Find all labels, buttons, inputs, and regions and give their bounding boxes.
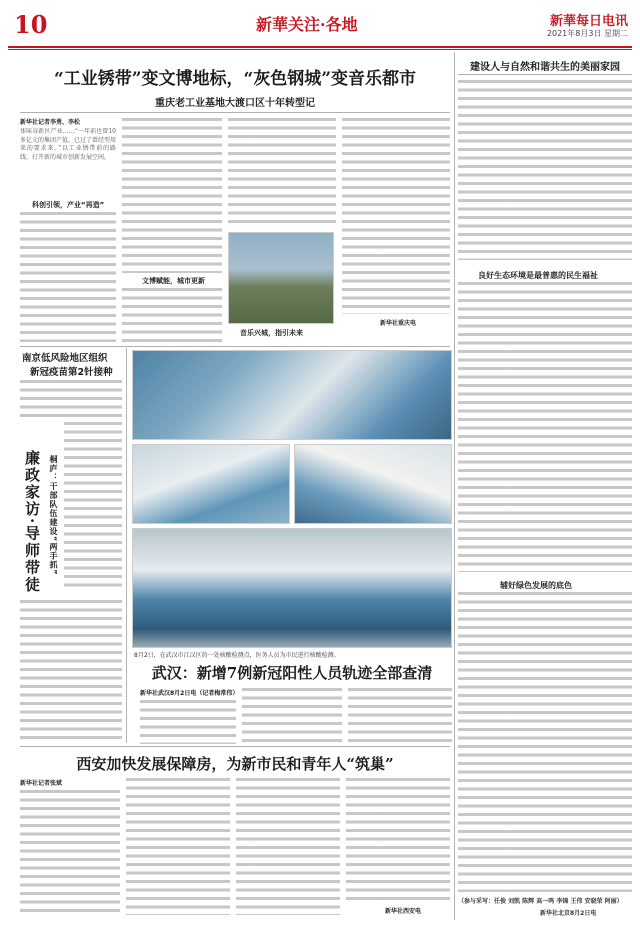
lead-text-col1 xyxy=(20,212,116,342)
lead-headline: “工业锈带”变文博地标，“灰色钢城”变音乐都市 xyxy=(53,69,417,89)
section-title: 新華关注·各地 xyxy=(256,15,358,34)
vertical-tagline: 桐庐：干部队伍建设“两手抓” xyxy=(49,455,58,576)
masthead-rule xyxy=(8,46,632,48)
mid-text-col2 xyxy=(242,688,342,744)
side-story-title: 南京低风险地区组织 xyxy=(22,353,108,364)
column-rule xyxy=(126,348,127,743)
lead-source-tag: 新华社重庆电 xyxy=(380,320,417,327)
mid-photo-caption: 8月2日，在武汉市江汉区的一处核酸检测点，医务人员为市民进行核酸检测。 xyxy=(134,652,340,659)
mid-byline: 新华社武汉8月2日电（记者梅常伟） xyxy=(140,690,239,697)
vertical-headline: 廉政家访·导师带徒 xyxy=(23,450,41,594)
lead-subhead-2: 文博赋能，城市更新 xyxy=(142,277,205,285)
mid-headline: 武汉：新增7例新冠阳性人员轨迹全部查清 xyxy=(151,664,433,682)
divider xyxy=(20,112,450,113)
bottom-text-col4 xyxy=(346,778,450,903)
mid-photo-1 xyxy=(132,350,452,440)
masthead-rule-thin xyxy=(8,49,632,50)
bottom-text-col2 xyxy=(126,778,230,915)
right-subhead-1: 良好生态环境是最普惠的民生福祉 xyxy=(478,271,598,280)
divider xyxy=(458,74,632,75)
lead-text-col4 xyxy=(342,118,450,314)
masthead xyxy=(8,8,632,42)
mid-photo-4 xyxy=(132,528,452,648)
divider xyxy=(20,746,450,747)
lead-intro: 体味谷新区产业……“一年前也曾10多亿元的集团产值，已过了曾经型用来的要求来。”以工业锈带前的路线，打开新的城市创新发展空间。 xyxy=(20,128,116,161)
page-number: 10 xyxy=(14,10,48,39)
side-story-text xyxy=(20,380,122,420)
bottom-byline: 新华社记者张斌 xyxy=(20,780,63,787)
right-footer: （参与采写：任俊 刘凯 陈辉 高一鸣 李锦 王伟 安晓荣 阿丽） xyxy=(458,898,623,905)
lead-subheadline: 重庆老工业基地大渡口区十年转型记 xyxy=(155,98,315,109)
side-story-text-3 xyxy=(20,600,122,740)
bottom-headline: 西安加快发展保障房，为新市民和青年人“筑巢” xyxy=(76,755,394,773)
bottom-text-col3 xyxy=(236,778,340,915)
column-rule xyxy=(454,52,455,920)
lead-subhead-3: 音乐兴城，指引未来 xyxy=(240,329,303,337)
lead-text-col3 xyxy=(228,118,336,228)
right-subhead-2: 辅好绿色发展的底色 xyxy=(500,581,572,590)
side-story-text-2 xyxy=(64,422,122,592)
issue-date: 2021年8月3日 星期二 xyxy=(546,29,628,38)
lead-text-col2 xyxy=(122,118,222,273)
right-source-tag: 新华社北京8月2日电 xyxy=(540,910,597,917)
mid-text-col1 xyxy=(140,700,236,744)
right-text-3 xyxy=(458,592,632,892)
mid-photo-3 xyxy=(294,444,452,524)
right-text-2 xyxy=(458,282,632,572)
lead-subhead-1: 科创引领，产业“再造” xyxy=(32,201,105,209)
bottom-source-tag: 新华社西安电 xyxy=(385,908,422,915)
newspaper-brand: 新華每日电讯 xyxy=(549,14,628,29)
lead-byline: 新华社记者李勇、李松 xyxy=(20,119,81,126)
mid-text-col3 xyxy=(348,688,452,744)
lead-text-col2b xyxy=(122,288,222,342)
bottom-text-col1 xyxy=(20,790,120,915)
lead-photo-1 xyxy=(228,232,334,324)
mid-photo-2 xyxy=(132,444,290,524)
divider xyxy=(20,346,450,347)
right-headline: 建设人与自然和谐共生的美丽家园 xyxy=(470,62,620,73)
side-story-title-2: 新冠疫苗第2针接种 xyxy=(30,367,113,378)
right-text-1 xyxy=(458,80,632,260)
